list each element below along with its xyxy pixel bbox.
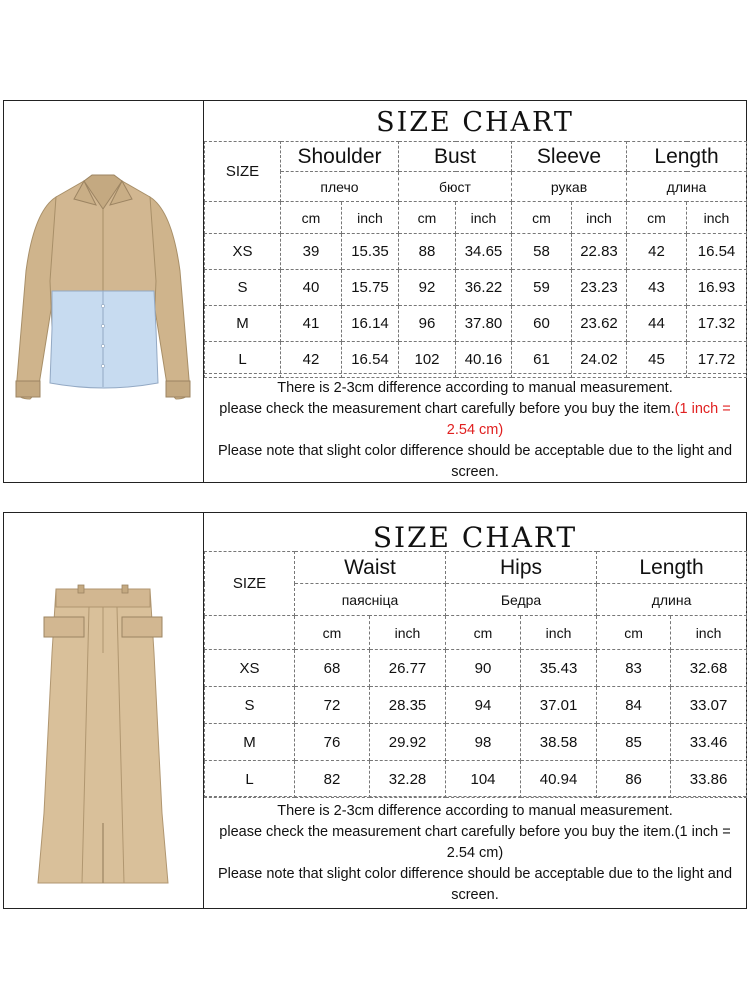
measurement-notes bbox=[204, 373, 746, 482]
shirt-illustration bbox=[4, 101, 202, 481]
measure-bust: Bust bbox=[399, 142, 512, 172]
value-cell: 45 bbox=[627, 342, 687, 378]
value-cell: 88 bbox=[399, 234, 456, 270]
shirt-product-image bbox=[4, 101, 204, 482]
value-cell: 98 bbox=[446, 724, 521, 761]
value-cell: 86 bbox=[597, 761, 671, 798]
unit-row bbox=[205, 616, 747, 650]
value-cell: 33.86 bbox=[671, 761, 747, 798]
unit-cm: cm bbox=[512, 202, 572, 234]
shirt-size-chart bbox=[204, 101, 746, 482]
unit-cm: cm bbox=[627, 202, 687, 234]
value-cell: 16.54 bbox=[687, 234, 747, 270]
note-line-2-text: please check the measurement chart carefully before you buy the item. bbox=[219, 401, 675, 417]
size-row-xs bbox=[205, 234, 747, 270]
note-line-2: please check the measurement chart carefully before you buy the item.(1 inch = 2.54 cm) bbox=[219, 824, 731, 861]
value-cell: 16.54 bbox=[342, 342, 399, 378]
unit-inch: inch bbox=[342, 202, 399, 234]
measure-hips-ru: Бедра bbox=[446, 584, 597, 616]
unit-inch: inch bbox=[572, 202, 627, 234]
value-cell: 26.77 bbox=[370, 650, 446, 687]
inch-conversion-note: (1 inch = 2.54 cm) bbox=[446, 401, 731, 438]
size-label: L bbox=[205, 342, 281, 378]
note-line-3: Please note that slight color difference should be acceptable due to the light and screen. bbox=[217, 443, 733, 480]
value-cell: 23.23 bbox=[572, 270, 627, 306]
note-line-1: There is 2-3cm difference according to manual measurement. bbox=[277, 380, 673, 396]
value-cell: 33.07 bbox=[671, 687, 747, 724]
chart-title: SIZE CHART bbox=[372, 521, 578, 554]
value-cell: 32.28 bbox=[370, 761, 446, 798]
size-header: SIZE bbox=[205, 142, 281, 202]
value-cell: 85 bbox=[597, 724, 671, 761]
measure-length: Length bbox=[627, 142, 747, 172]
value-cell: 22.83 bbox=[572, 234, 627, 270]
measure-sleeve-ru: рукав bbox=[512, 172, 627, 202]
skirt-illustration bbox=[4, 513, 202, 907]
measurement-notes bbox=[204, 796, 746, 908]
value-cell: 32.68 bbox=[671, 650, 747, 687]
size-label: S bbox=[205, 270, 281, 306]
unit-inch: inch bbox=[687, 202, 747, 234]
measure-header-row bbox=[205, 142, 747, 172]
value-cell: 24.02 bbox=[572, 342, 627, 378]
value-cell: 82 bbox=[295, 761, 370, 798]
value-cell: 84 bbox=[597, 687, 671, 724]
unit-cm: cm bbox=[399, 202, 456, 234]
unit-cm: cm bbox=[295, 616, 370, 650]
value-cell: 36.22 bbox=[456, 270, 512, 306]
value-cell: 76 bbox=[295, 724, 370, 761]
measure-waist-ru: паясніца bbox=[295, 584, 446, 616]
size-row-s bbox=[205, 687, 747, 724]
value-cell: 61 bbox=[512, 342, 572, 378]
size-label: XS bbox=[205, 650, 295, 687]
value-cell: 83 bbox=[597, 650, 671, 687]
value-cell: 68 bbox=[295, 650, 370, 687]
size-row-s bbox=[205, 270, 747, 306]
value-cell: 104 bbox=[446, 761, 521, 798]
value-cell: 60 bbox=[512, 306, 572, 342]
unit-blank bbox=[205, 616, 295, 650]
unit-inch: inch bbox=[456, 202, 512, 234]
value-cell: 41 bbox=[281, 306, 342, 342]
value-cell: 28.35 bbox=[370, 687, 446, 724]
unit-inch: inch bbox=[370, 616, 446, 650]
value-cell: 39 bbox=[281, 234, 342, 270]
shirt-size-panel bbox=[3, 100, 747, 483]
measure-length: Length bbox=[597, 552, 747, 584]
value-cell: 40.16 bbox=[456, 342, 512, 378]
value-cell: 29.92 bbox=[370, 724, 446, 761]
unit-cm: cm bbox=[446, 616, 521, 650]
unit-inch: inch bbox=[521, 616, 597, 650]
value-cell: 96 bbox=[399, 306, 456, 342]
value-cell: 37.80 bbox=[456, 306, 512, 342]
value-cell: 90 bbox=[446, 650, 521, 687]
measure-hips: Hips bbox=[446, 552, 597, 584]
unit-inch: inch bbox=[671, 616, 747, 650]
value-cell: 34.65 bbox=[456, 234, 512, 270]
value-cell: 17.72 bbox=[687, 342, 747, 378]
size-row-m bbox=[205, 724, 747, 761]
shirt-size-table bbox=[204, 141, 747, 378]
value-cell: 16.14 bbox=[342, 306, 399, 342]
value-cell: 42 bbox=[281, 342, 342, 378]
measure-sleeve: Sleeve bbox=[512, 142, 627, 172]
note-line-1: There is 2-3cm difference according to manual measurement. bbox=[277, 803, 673, 819]
unit-row bbox=[205, 202, 747, 234]
value-cell: 72 bbox=[295, 687, 370, 724]
size-row-l bbox=[205, 761, 747, 798]
skirt-size-chart bbox=[204, 513, 746, 908]
value-cell: 35.43 bbox=[521, 650, 597, 687]
skirt-size-table bbox=[204, 551, 747, 798]
note-line-3: Please note that slight color difference should be acceptable due to the light and screen. bbox=[217, 866, 733, 903]
measure-header-row bbox=[205, 552, 747, 584]
size-label: M bbox=[205, 306, 281, 342]
size-label: L bbox=[205, 761, 295, 798]
measure-length-ru: длина bbox=[627, 172, 747, 202]
size-label: M bbox=[205, 724, 295, 761]
value-cell: 40 bbox=[281, 270, 342, 306]
size-row-m bbox=[205, 306, 747, 342]
unit-cm: cm bbox=[281, 202, 342, 234]
value-cell: 37.01 bbox=[521, 687, 597, 724]
value-cell: 16.93 bbox=[687, 270, 747, 306]
value-cell: 94 bbox=[446, 687, 521, 724]
value-cell: 17.32 bbox=[687, 306, 747, 342]
measure-shoulder: Shoulder bbox=[281, 142, 399, 172]
size-label: XS bbox=[205, 234, 281, 270]
value-cell: 15.35 bbox=[342, 234, 399, 270]
value-cell: 15.75 bbox=[342, 270, 399, 306]
chart-title: SIZE CHART bbox=[376, 107, 574, 138]
value-cell: 44 bbox=[627, 306, 687, 342]
value-cell: 59 bbox=[512, 270, 572, 306]
value-cell: 38.58 bbox=[521, 724, 597, 761]
value-cell: 102 bbox=[399, 342, 456, 378]
size-label: S bbox=[205, 687, 295, 724]
skirt-size-panel bbox=[3, 512, 747, 909]
value-cell: 92 bbox=[399, 270, 456, 306]
measure-bust-ru: бюст bbox=[399, 172, 512, 202]
measure-translation-row bbox=[205, 172, 747, 202]
note-line-2 bbox=[210, 399, 740, 441]
value-cell: 58 bbox=[512, 234, 572, 270]
measure-length-ru: длина bbox=[597, 584, 747, 616]
measure-shoulder-ru: плечо bbox=[281, 172, 399, 202]
value-cell: 43 bbox=[627, 270, 687, 306]
unit-cm: cm bbox=[597, 616, 671, 650]
measure-waist: Waist bbox=[295, 552, 446, 584]
value-cell: 33.46 bbox=[671, 724, 747, 761]
value-cell: 40.94 bbox=[521, 761, 597, 798]
value-cell: 23.62 bbox=[572, 306, 627, 342]
value-cell: 42 bbox=[627, 234, 687, 270]
size-header: SIZE bbox=[205, 552, 295, 616]
size-row-xs bbox=[205, 650, 747, 687]
unit-blank bbox=[205, 202, 281, 234]
skirt-product-image bbox=[4, 513, 204, 908]
